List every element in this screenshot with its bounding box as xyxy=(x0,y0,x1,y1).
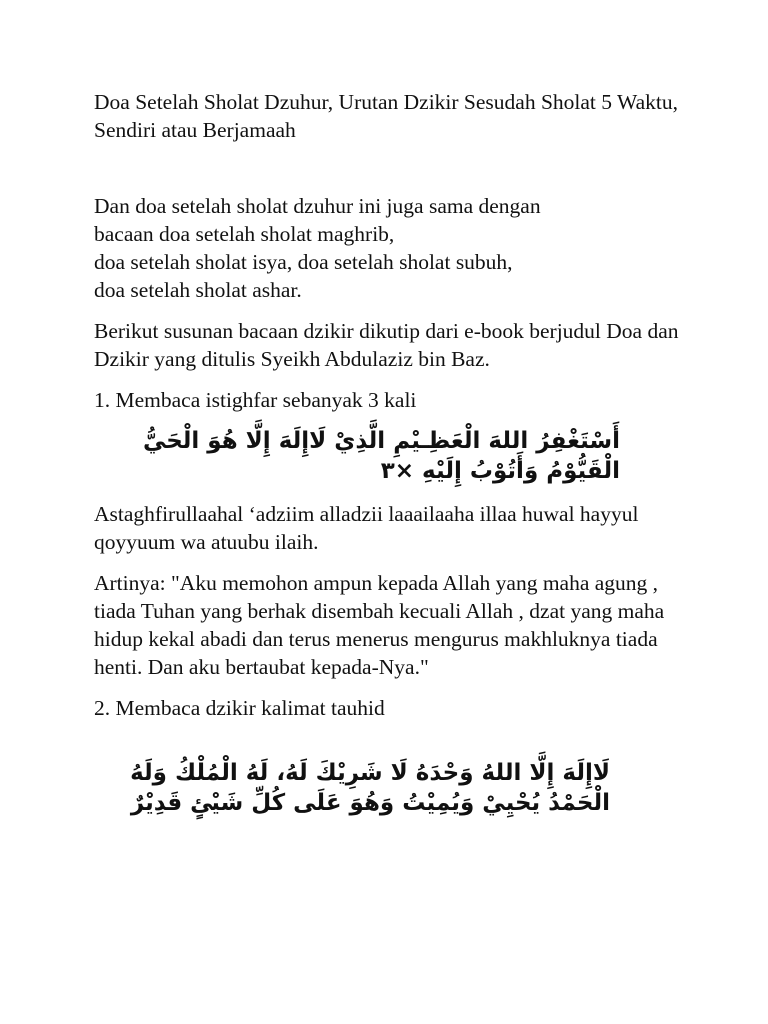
item1-heading: 1. Membaca istighfar sebanyak 3 kali xyxy=(94,388,417,412)
document-title: Doa Setelah Sholat Dzuhur, Urutan Dzikir Sesudah Sholat 5 Waktu, Sendiri atau Berjamaah xyxy=(94,90,678,142)
intro-line: Dan doa setelah sholat dzuhur ini juga sama dengan xyxy=(94,194,541,218)
item1-transliteration: Astaghfirullaahal ‘adziim alladzii laaailaaha illaa huwal hayyul qoyyuum wa atuubu ilaih. xyxy=(94,502,639,554)
item2-arabic-text: لَاإِلَهَ إِلَّا اللهُ وَحْدَهُ لَا شَرِيْكَ لَهُ، لَهُ الْمُلْكُ وَلَهُ الْحَمْدُ يُحْيِيْ وَيُمِيْتُ وَهُوَ عَلَى كُلِّ شَيْئٍ قَدِيْرٌ xyxy=(130,760,610,816)
intro-line: bacaan doa setelah sholat maghrib, xyxy=(94,222,395,246)
document-page xyxy=(94,88,694,832)
intro-line: doa setelah sholat ashar. xyxy=(94,278,302,302)
item2-heading: 2. Membaca dzikir kalimat tauhid xyxy=(94,696,385,720)
intro-line: doa setelah sholat isya, doa setelah sholat subuh, xyxy=(94,250,513,274)
item1-meaning: Artinya: "Aku memohon ampun kepada Allah yang maha agung , tiada Tuhan yang berhak disembah kecuali Allah , dzat yang maha hidup kekal abadi dan terus menerus mengurus makhluknya tiada henti. Dan aku bertaubat kepada-Nya." xyxy=(94,571,665,679)
item1-arabic-text: أَسْتَغْفِرُ اللهَ الْعَظِـيْمِ الَّذِيْ لَاإِلَهَ إِلَّا هُوَ الْحَيُّ الْقَيُّوْمُ وَأَتُوْبُ إِلَيْهِ ×٣ xyxy=(142,428,620,484)
source-paragraph: Berikut susunan bacaan dzikir dikutip dari e-book berjudul Doa dan Dzikir yang ditulis Syeikh Abdulaziz bin Baz. xyxy=(94,319,679,371)
intro-paragraph xyxy=(94,192,694,304)
